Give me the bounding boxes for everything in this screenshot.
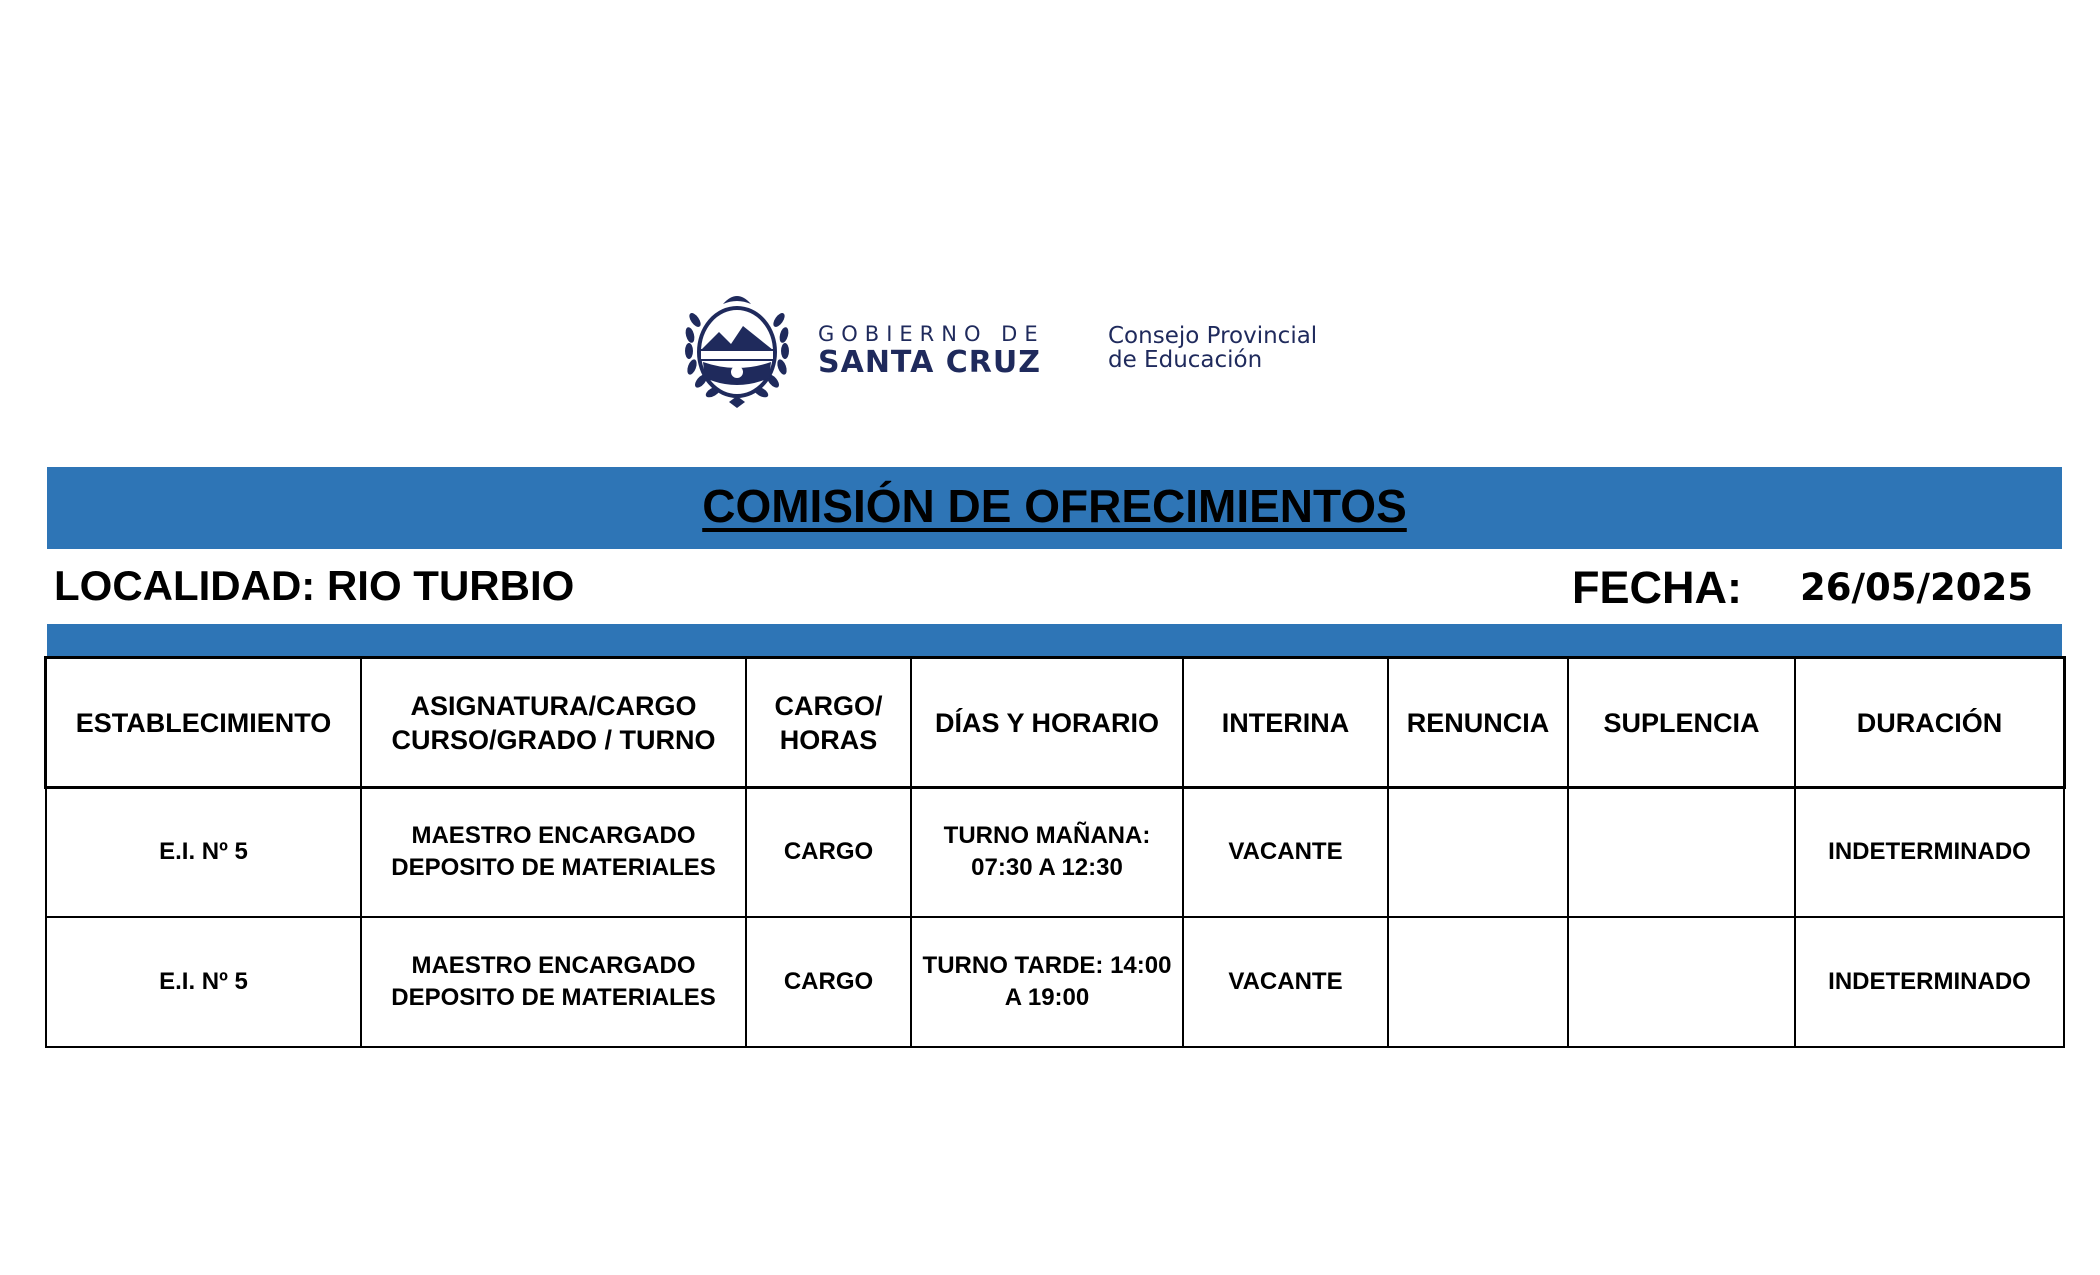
date-value: 26/05/2025 <box>1800 566 2033 609</box>
council-line-2: de Educación <box>1108 347 1263 373</box>
cell-dias-horario: TURNO TARDE: 14:00 A 19:00 <box>911 917 1183 1047</box>
council-name <box>1108 324 1317 372</box>
offers-table <box>45 657 2065 1048</box>
cell-establecimiento: E.I. Nº 5 <box>46 917 361 1047</box>
cell-asignatura: MAESTRO ENCARGADO DEPOSITO DE MATERIALES <box>361 787 746 917</box>
cell-interina: VACANTE <box>1183 917 1388 1047</box>
government-name <box>818 322 1045 380</box>
col-renuncia: RENUNCIA <box>1388 658 1568 787</box>
gov-line-2: SANTA CRUZ <box>818 345 1041 380</box>
cell-asignatura: MAESTRO ENCARGADO DEPOSITO DE MATERIALES <box>361 917 746 1047</box>
col-duracion: DURACIÓN <box>1795 658 2064 787</box>
cell-cargo: CARGO <box>746 787 911 917</box>
page-title: COMISIÓN DE OFRECIMIENTOS <box>702 480 1407 532</box>
gov-line-1: GOBIERNO DE <box>818 322 1045 346</box>
locality-label: LOCALIDAD: RIO TURBIO <box>54 562 575 609</box>
cell-suplencia <box>1568 787 1795 917</box>
col-asignatura: ASIGNATURA/CARGO CURSO/GRADO / TURNO <box>361 658 746 787</box>
table-row <box>46 787 2064 917</box>
col-establecimiento: ESTABLECIMIENTO <box>46 658 361 787</box>
col-dias-horario: DÍAS Y HORARIO <box>911 658 1183 787</box>
cell-establecimiento: E.I. Nº 5 <box>46 787 361 917</box>
cell-interina: VACANTE <box>1183 787 1388 917</box>
col-cargo-horas: CARGO/ HORAS <box>746 658 911 787</box>
header-logo <box>683 290 1343 410</box>
cell-suplencia <box>1568 917 1795 1047</box>
cell-renuncia <box>1388 917 1568 1047</box>
title-band <box>47 467 2062 549</box>
cell-renuncia <box>1388 787 1568 917</box>
col-interina: INTERINA <box>1183 658 1388 787</box>
cell-duracion: INDETERMINADO <box>1795 787 2064 917</box>
separator-band <box>47 624 2062 657</box>
table-header-row <box>46 658 2064 787</box>
council-line-1: Consejo Provincial <box>1108 323 1318 349</box>
cell-cargo: CARGO <box>746 917 911 1047</box>
col-suplencia: SUPLENCIA <box>1568 658 1795 787</box>
date-label: FECHA: <box>1572 562 1742 613</box>
table-row <box>46 917 2064 1047</box>
coat-of-arms-icon <box>683 290 791 410</box>
cell-duracion: INDETERMINADO <box>1795 917 2064 1047</box>
cell-dias-horario: TURNO MAÑANA: 07:30 A 12:30 <box>911 787 1183 917</box>
